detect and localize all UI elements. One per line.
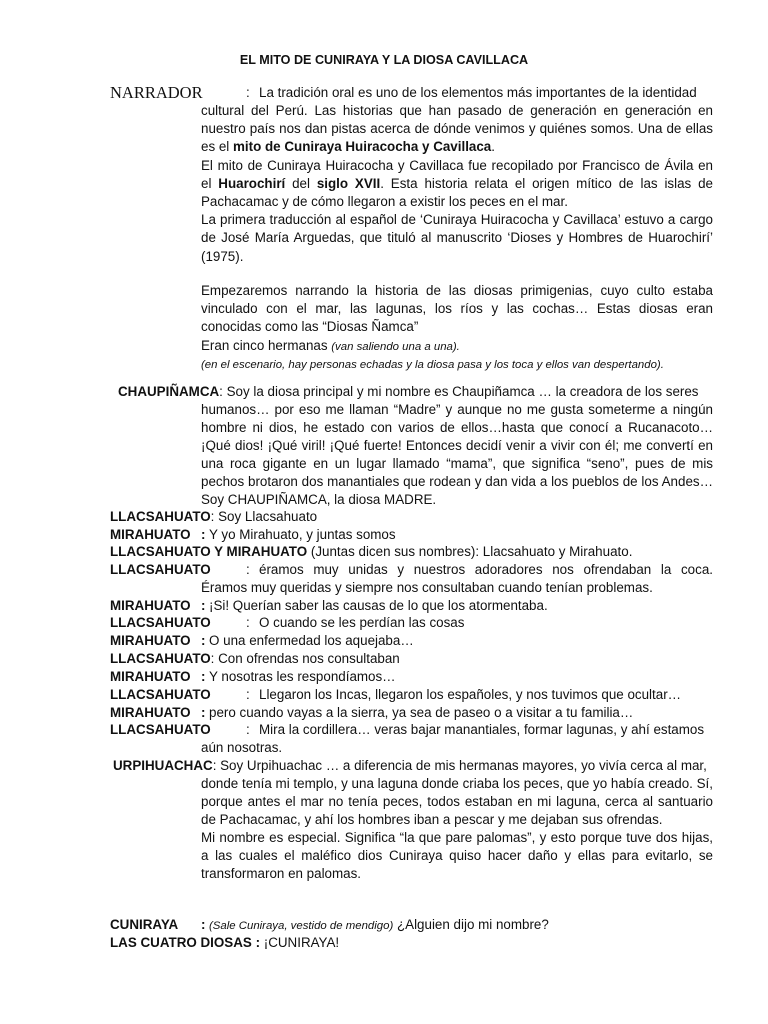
- dialogue-line: LLACSAHUATO: [110, 615, 211, 630]
- chaupinamca-line-1: CHAUPIÑAMCA: Soy la diosa principal y mi nombre es Chaupiñamca … la creadora de los seres: [118, 384, 699, 399]
- dialogue-line: MIRAHUATO: [110, 705, 191, 720]
- document-title: EL MITO DE CUNIRAYA Y LA DIOSA CAVILLACA: [239, 53, 529, 67]
- dialogue-line: LAS CUATRO DIOSAS : ¡CUNIRAYA!: [110, 935, 340, 950]
- dialogue-line: MIRAHUATO: [110, 669, 191, 684]
- dialogue-line: MIRAHUATO: [110, 633, 191, 648]
- narrador-paragraph-1: cultural del Perú. Las historias que han pasado de generación en generación en nuestro país nos dan pistas acerca de dónde venimos y quiénes somos. Una de ellas es el mito de Cuniraya Huiracocha y Cavillaca. El mito de Cuniraya Huiracocha y Cavillaca fue recopilado por Francisco de Ávila en el Huarochirí del siglo XVII. Esta historia relata el origen mítico de las islas de Pachacamac y de cómo llegaron a existir los peces en el mar. La primera traducción al español de ‘Cuniraya Huiracocha y Cavillaca’ estuvo a cargo de José María Arguedas, que tituló al manuscrito ‘Dioses y Hombres de Huarochirí’ (1975).: [201, 103, 713, 264]
- narrador-paragraph-2: Empezaremos narrando la historia de las diosas primigenias, cuyo culto estaba vinculado con el mar, las lagunas, los ríos y las cochas… Estas diosas eran conocidas como las “Diosas Ñamca” Eran cinco hermanas (van saliendo una a una). (en el escenario, hay personas echadas y la diosa pasa y los toca y ellos van despertando).: [201, 283, 713, 371]
- narrador-line-1: La tradición oral es uno de los elementos más importantes de la identidad: [259, 85, 697, 100]
- speaker-narrador: NARRADOR: [110, 83, 203, 102]
- dialogue-line: CUNIRAYA: [110, 917, 179, 932]
- dialogue-line: LLACSAHUATO: Soy Llacsahuato: [110, 509, 318, 524]
- urpihuachac-paragraph: donde tenía mi templo, y una laguna donde criaba los peces, que yo había creado. Sí, porque antes el mar no tenía peces, todos estaban en mi laguna, cerca al santuario de Pachacamac, y ahí los hombres iban a pescar y me dejaban sus ofrendas. Mi nombre es especial. Significa “la que pare palomas”, y esto porque tuve dos hijas, a las cuales el maléfico dios Cuniraya quiso hacer daño y ellas para evitarlo, se transformaron en palomas.: [201, 776, 713, 881]
- chaupinamca-paragraph: humanos… por eso me llaman “Madre” y aunque no me gusta someterme a ningún hombre ni dios, he estado con varios de ellos…hasta que conocí a Rucanacoto… ¡Qué dios! ¡Qué viril! ¡Qué fuerte! Entonces decidí venir a vivir con él; me convertí en una roca gigante en un lugar llamado “mama”, que significa “seno”, pues de mis pechos brotaron dos manantiales que rodean y dan vida a los pueblos de los Andes…Soy CHAUPIÑAMCA, la diosa MADRE.: [201, 402, 713, 507]
- dialogue-line: LLACSAHUATO: [110, 687, 211, 702]
- dialogue-line: LLACSAHUATO Y MIRAHUATO (Juntas dicen sus nombres): Llacsahuato y Mirahuato.: [110, 544, 633, 559]
- dialogue-line: MIRAHUATO: [110, 527, 191, 542]
- urpihuachac-line-1: URPIHUACHAC: Soy Urpihuachac … a diferencia de mis hermanas mayores, yo vivía cerca al mar,: [113, 758, 707, 773]
- dialogue-line: MIRAHUATO: [110, 598, 191, 613]
- dialogue-line: LLACSAHUATO: [110, 722, 211, 737]
- narrador-colon: :: [246, 85, 250, 100]
- dialogue-line: LLACSAHUATO: Con ofrendas nos consultaban: [110, 651, 400, 666]
- dialogue-line: LLACSAHUATO: [110, 562, 211, 577]
